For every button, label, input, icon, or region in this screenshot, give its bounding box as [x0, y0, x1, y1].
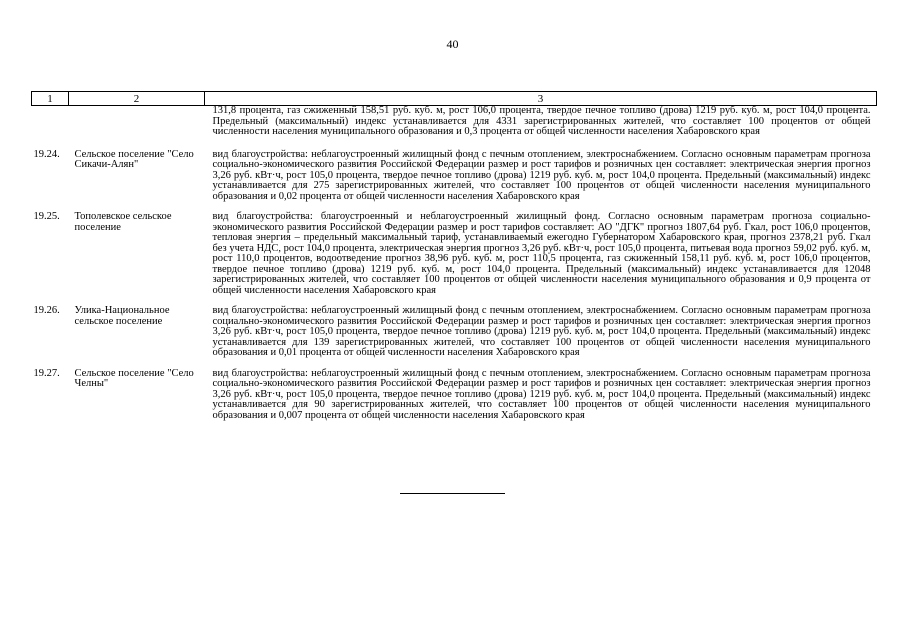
column-header-2: 2: [69, 92, 205, 106]
settlement-name: Улика-Национальное сельское поселение: [74, 305, 170, 327]
row-description: вид благоустройства: благоустроенный и неблагоустроенный жилищный фонд. Согласно основным параметрам прогноза социально-экономического развития Российской Федерации размер и рост тарифов составляет: АО "ДГК" прогноз 1807,64 руб. Гкал, рост 106,0 процентов, тепловая энергия – предельный максимальный тариф, устанавливаемый ежегодно Губернатором Хабаровского края, прогноз 2378,21 руб. Гкал без учета НДС, рост 104,0 процента, электрическая энергия прогноз 3,26 руб. кВт·ч, рост 105,0 процента, питьевая вода прогноз 59,02 руб. куб. м, рост 110,0 процентов, водоотведение прогноз 38,96 руб. куб. м, рост 110,5 процента, газ сжиженный 158,11 руб. куб. м, рост 106,0 процентов, твердое печное топливо (дрова) 1219 руб. куб. м, рост 104,0 процента. Предельный (максимальный) индекс устанавливается для 12048 зарегистрированных жителей, что составляет 100 процентов от общей численности населения муниципального образования и 0,9 процента от общей численности населения Хабаровского края: [212, 211, 871, 296]
column-header-3: 3: [205, 92, 877, 106]
column-header-1: 1: [32, 92, 69, 106]
end-of-section-rule: [400, 493, 505, 494]
row-description: вид благоустройства: неблагоустроенный жилищный фонд с печным отоплением, электроснабжением. Согласно основным параметрам прогноза социально-экономического развития Российской Федерации размер и рост тарифов и розничных цен составляет: электрическая энергия прогноз 3,26 руб. кВт·ч, рост 105,0 процента, твердое печное топливо (дрова) 1219 руб. куб. м, рост 104,0 процента. Предельный (максимальный) индекс устанавливается для 90 зарегистрированных жителей, что составляет 100 процентов от общей численности населения муниципального образования и 0,007 процента от общей численности населения Хабаровского края: [212, 367, 871, 421]
row-number: [32, 106, 69, 150]
tariff-table: [31, 91, 877, 431]
row-number: 19.25.: [33, 211, 60, 222]
row-number: 19.24.: [33, 148, 60, 160]
settlement-name: [69, 106, 205, 150]
table-row: [32, 306, 877, 369]
row-description: вид благоустройства: неблагоустроенный жилищный фонд с печным отоплением, электроснабжением. Согласно основным параметрам прогноза социально-экономического развития Российской Федерации размер и рост тарифов и розничных цен составляет: электрическая энергия прогноз 3,26 руб. кВт·ч, рост 105,0 процента, твердое печное топливо (дрова) 1219 руб. куб. м, рост 104,0 процента. Предельный (максимальный) индекс устанавливается для 275 зарегистрированных жителей, что составляет 100 процентов от общей численности населения муниципального образования и 0,02 процента от общей численности населения Хабаровского края: [212, 148, 871, 202]
settlement-name: Сельское поселение "Село Сикачи-Алян": [74, 148, 194, 170]
settlement-name: Тополевское сельское поселение: [74, 211, 172, 233]
settlement-name: Сельское поселение "Село Челны": [74, 367, 194, 389]
table-row-continuation: [32, 106, 877, 150]
table-body: [32, 106, 877, 432]
table-row: [32, 369, 877, 432]
row-number: 19.26.: [33, 305, 60, 316]
row-number: 19.27.: [33, 367, 60, 379]
table-header: [32, 92, 877, 106]
page-number: 40: [446, 37, 459, 51]
row-description: вид благоустройства: неблагоустроенный жилищный фонд с печным отоплением, электроснабжением. Согласно основным параметрам прогноза социально-экономического развития Российской Федерации размер и рост тарифов и розничных цен составляет: электрическая энергия прогноз 3,26 руб. кВт·ч, рост 105,0 процента, твердое печное топливо (дрова) 1219 руб. куб. м, рост 104,0 процента. Предельный (максимальный) индекс устанавливается для 139 зарегистрированных жителей, что составляет 100 процентов от общей численности населения муниципального образования и 0,01 процента от общей численности населения Хабаровского края: [212, 305, 871, 358]
table-row: [32, 212, 877, 306]
table-row: [32, 150, 877, 213]
continuation-text: 131,8 процента, газ сжиженный 158,51 руб. куб. м, рост 106,0 процента, твердое печное топливо (дрова) 1219 руб. куб. м, рост 104,0 процента. Предельный (максимальный) индекс устанавливается для 4331 зарегистрированных жителей, что составляет 100 процентов от общей численности населения муниципального образования и 0,3 процента от общей численности населения Хабаровского края: [212, 105, 871, 137]
table-header-row: [32, 92, 877, 106]
